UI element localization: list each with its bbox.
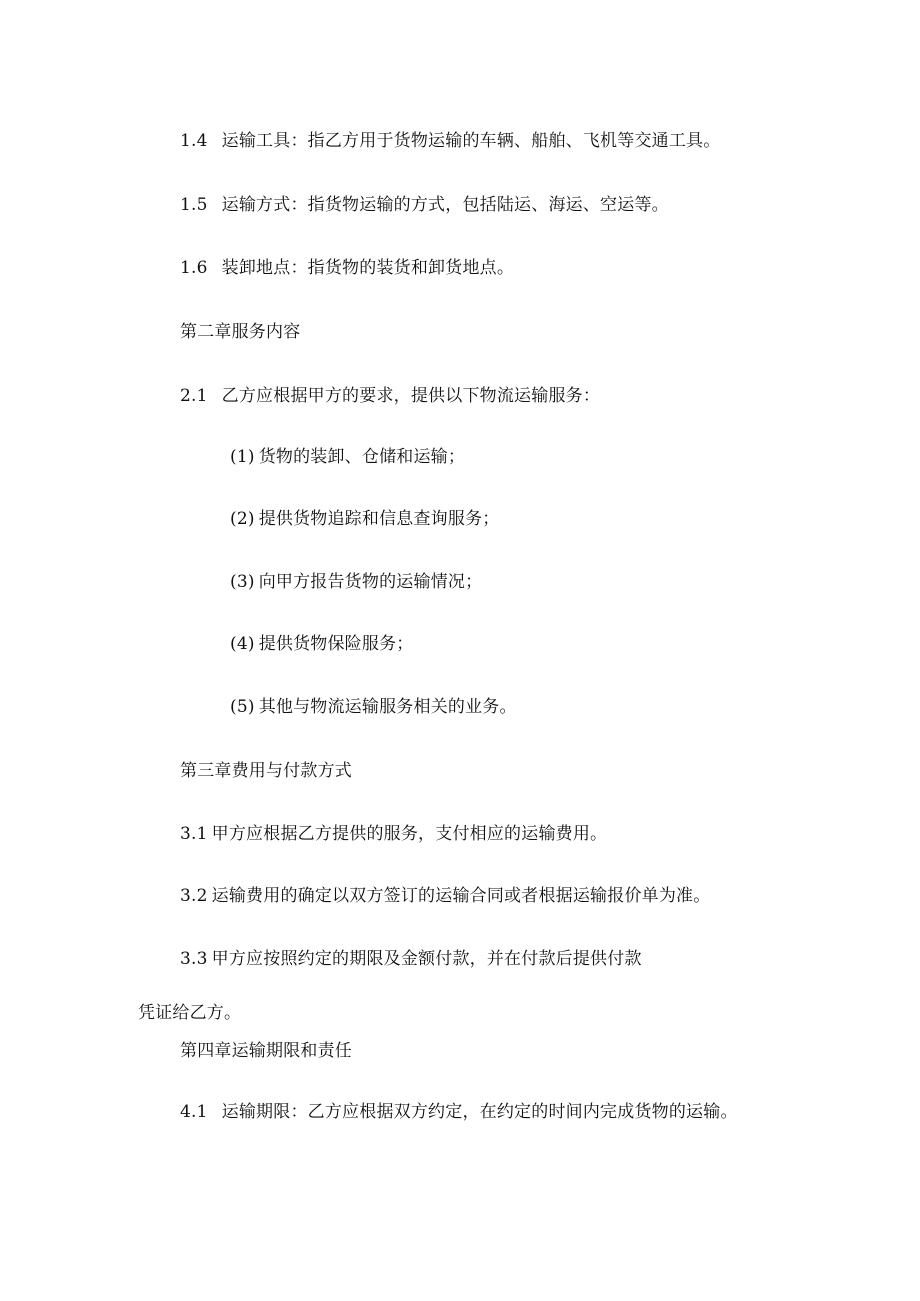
list-number: (3) <box>230 572 255 592</box>
clause-text: 装卸地点：指货物的装货和卸货地点。 <box>221 258 515 278</box>
clause-number: 2.1 <box>180 386 208 406</box>
clause-number: 4.1 <box>180 1102 208 1122</box>
clause-1-6 <box>180 257 514 279</box>
list-item-1 <box>230 446 465 468</box>
clause-1-5 <box>180 194 669 216</box>
list-item-4 <box>230 633 414 655</box>
clause-text: 运输期限：乙方应根据双方约定，在约定的时间内完成货物的运输。 <box>221 1102 738 1122</box>
list-text: 其他与物流运输服务相关的业务。 <box>258 697 517 717</box>
chapter-2-heading <box>180 321 300 343</box>
clause-2-1 <box>180 385 600 407</box>
list-item-3 <box>230 571 482 593</box>
chapter-4-heading <box>180 1040 352 1062</box>
clause-number: 3.2 <box>180 886 208 906</box>
clause-1-4 <box>180 130 720 152</box>
list-number: (5) <box>230 697 255 717</box>
chapter-title: 第四章运输期限和责任 <box>180 1041 352 1061</box>
chapter-3-heading <box>180 760 352 782</box>
clause-4-1 <box>180 1101 738 1123</box>
list-text: 提供货物追踪和信息查询服务； <box>258 509 500 529</box>
clause-text: 凭证给乙方。 <box>138 1003 242 1023</box>
clause-number: 3.1 <box>180 824 208 844</box>
clause-text: 运输方式：指货物运输的方式，包括陆运、海运、空运等。 <box>221 195 669 215</box>
list-text: 货物的装卸、仓储和运输； <box>258 447 466 467</box>
clause-number: 3.3 <box>180 949 208 969</box>
clause-3-1 <box>180 823 607 845</box>
clause-text: 甲方应按照约定的期限及金额付款，并在付款后提供付款 <box>211 949 642 969</box>
clause-number: 1.5 <box>180 195 208 215</box>
list-number: (1) <box>230 447 255 467</box>
clause-3-3 <box>180 948 642 970</box>
clause-text: 运输费用的确定以双方签订的运输合同或者根据运输报价单为准。 <box>211 886 711 906</box>
clause-3-3-continuation <box>138 1002 241 1024</box>
clause-number: 1.6 <box>180 258 208 278</box>
chapter-title: 第二章服务内容 <box>180 322 301 342</box>
list-item-5 <box>230 696 517 718</box>
chapter-title: 第三章费用与付款方式 <box>180 761 352 781</box>
clause-number: 1.4 <box>180 131 208 151</box>
list-item-2 <box>230 508 500 530</box>
list-number: (4) <box>230 634 255 654</box>
list-text: 向甲方报告货物的运输情况； <box>258 572 483 592</box>
list-text: 提供货物保险服务； <box>258 634 414 654</box>
list-number: (2) <box>230 509 255 529</box>
clause-text: 乙方应根据甲方的要求，提供以下物流运输服务： <box>221 386 601 406</box>
clause-text: 运输工具：指乙方用于货物运输的车辆、船舶、飞机等交通工具。 <box>221 131 721 151</box>
clause-3-2 <box>180 885 710 907</box>
clause-text: 甲方应根据乙方提供的服务，支付相应的运输费用。 <box>211 824 608 844</box>
